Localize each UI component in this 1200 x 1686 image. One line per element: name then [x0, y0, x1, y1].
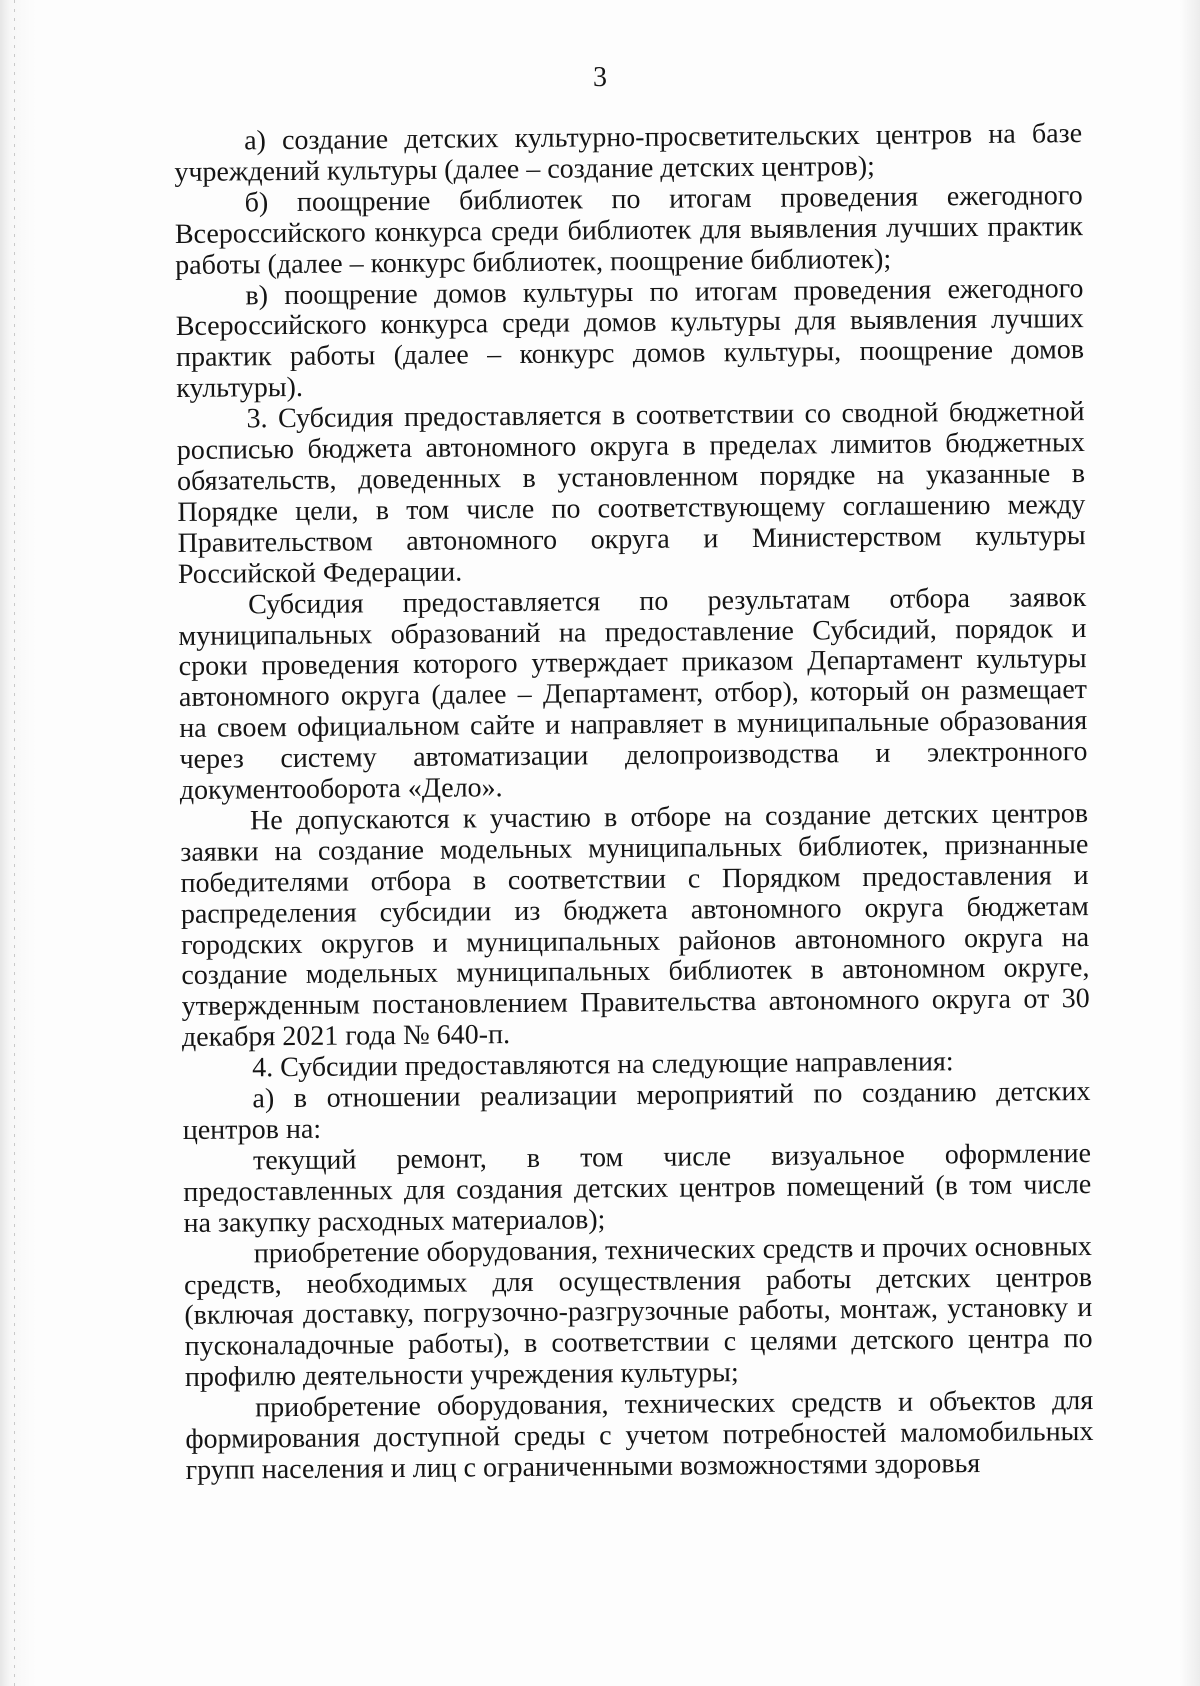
- paragraph-equipment: приобретение оборудования, технических средств и прочих основных средств, необходимых для осуществления работы детских центров (включая доставку, погрузочно-разгрузочные работы, монтаж, установку и пусконаладочные работы), в соответствии с целями детского центра по профилю деятельности учреждения культуры;: [183, 1230, 1093, 1394]
- paragraph-item-b: б) поощрение библиотек по итогам проведения ежегодного Всероссийского конкурса среди библиотек для выявления лучших практик работы (далее – конкурс библиотек, поощрение библиотек);: [174, 179, 1084, 281]
- paragraph-section-4-a: а) в отношении реализации мероприятий по созданию детских центров на:: [182, 1076, 1091, 1146]
- paragraph-section-4: 4. Субсидии предоставляются на следующие направления:: [252, 1046, 954, 1084]
- paragraph-section-3: 3. Субсидия предоставляется в соответствии со сводной бюджетной росписью бюджета автономного округа в пределах лимитов бюджетных обязательств, доведенных в установленном порядке на указанные в Порядке цели, в том числе по соответствующему соглашению между Правительством автономного округа и Министерством культуры Российской Федерации.: [176, 396, 1086, 590]
- page-number: 3: [593, 62, 607, 93]
- document-body: [174, 119, 1094, 1487]
- paragraph-item-a: а) создание детских культурно-просветительских центров на базе учреждений культуры (далее – создание детских центров);: [174, 118, 1083, 188]
- paragraph-item-v: в) поощрение домов культуры по итогам проведения ежегодного Всероссийского конкурса среди домов культуры для выявления лучших практик работы (далее – конкурс домов культуры, поощрение домов культуры).: [175, 272, 1085, 405]
- paragraph-subsidy-selection: Субсидия предоставляется по результатам отбора заявок муниципальных образований на предоставление Субсидий, порядок и сроки проведения которого утверждает приказом Департамент культуры автономного округа (далее – Департамент, отбор), который он размещает на своем официальном сайте и направляет в муниципальные образования через систему автоматизации делопроизводства и электронного документооборота «Дело».: [178, 581, 1088, 807]
- scan-edge-left: [0, 0, 36, 1686]
- paragraph-accessible-environment: приобретение оборудования, технических средств и объектов для формирования доступной среды с учетом потребностей маломобильных групп населения и лиц с ограниченными возможностями здоровья: [185, 1385, 1094, 1486]
- paragraph-exclusion: Не допускаются к участию в отборе на создание детских центров заявки на создание модельных муниципальных библиотек, признанные победителями отбора в соответствии с Порядком предоставления и распределения субсидии из бюджета автономного округа бюджетам городских округов и муниципальных районов автономного округа на создание модельных муниципальных библиотек в автономном округе, утвержденным постановлением Правительства автономного округа от 30 декабря 2021 года № 640-п.: [180, 797, 1090, 1054]
- paragraph-repair: текущий ремонт, в том числе визуальное оформление предоставленных для создания детских центров помещений (в том числе на закупку расходных материалов);: [183, 1137, 1092, 1239]
- scan-edge-right: [1180, 0, 1200, 1686]
